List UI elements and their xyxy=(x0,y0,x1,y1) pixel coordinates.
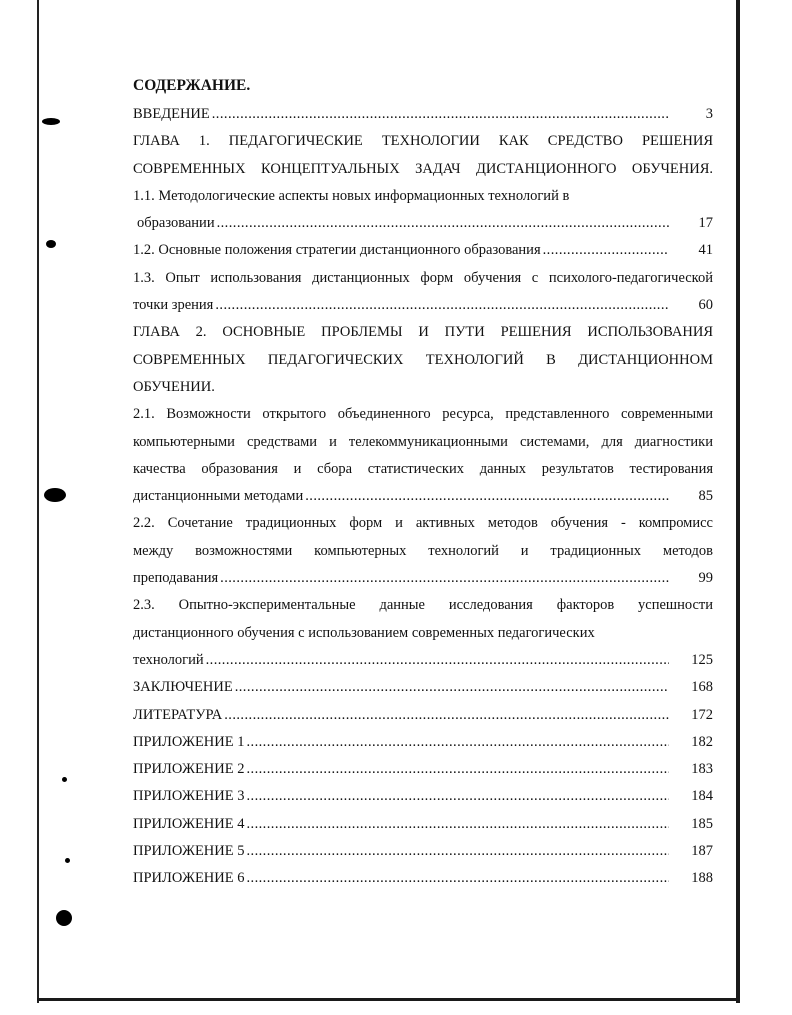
scan-mark xyxy=(46,240,56,248)
toc-title: СОДЕРЖАНИЕ. xyxy=(133,77,251,94)
scan-mark xyxy=(62,777,67,782)
toc-entry-conclusion: ЗАКЛЮЧЕНИЕ . . . 168 xyxy=(133,676,713,703)
toc-entry-2-2-end: преподавания . . . 99 xyxy=(133,567,713,594)
table-of-contents xyxy=(133,76,713,895)
toc-entry-1-3: 1.3. Опыт использования дистанционных форм обучения с психолого-педагогической xyxy=(133,269,713,286)
toc-entry-appendix: ПРИЛОЖЕНИЕ 5 . . . 187 xyxy=(133,840,713,867)
scan-mark xyxy=(44,488,66,502)
chapter-1-heading-line: СОВРЕМЕННЫХ КОНЦЕПТУАЛЬНЫХ ЗАДАЧ ДИСТАНЦИОННОГО ОБУЧЕНИЯ. xyxy=(133,160,713,177)
toc-entry-2-1: 2.1. Возможности открытого объединенного ресурса, представленного современными xyxy=(133,406,713,423)
toc-entry-literature: ЛИТЕРАТУРА . . . 172 xyxy=(133,704,713,731)
page-border-right xyxy=(736,0,740,1003)
toc-entry-1-1: 1.1. Методологические аспекты новых информационных технологий в xyxy=(133,187,570,204)
chapter-2-heading-line: ГЛАВА 2. ОСНОВНЫЕ ПРОБЛЕМЫ И ПУТИ РЕШЕНИЯ ИСПОЛЬЗОВАНИЯ xyxy=(133,324,713,341)
toc-entry-2-3-end: технологий . . . 125 xyxy=(133,649,713,676)
scan-mark xyxy=(65,858,70,863)
toc-entry-2-3: 2.3. Опытно-экспериментальные данные исследования факторов успешности xyxy=(133,597,713,614)
toc-entry-1-3-end: точки зрения . . . 60 xyxy=(133,294,713,321)
toc-entry-appendix: ПРИЛОЖЕНИЕ 4 . . . 185 xyxy=(133,813,713,840)
page-border-bottom xyxy=(37,998,740,1001)
chapter-2-heading-line: СОВРЕМЕННЫХ ПЕДАГОГИЧЕСКИХ ТЕХНОЛОГИЙ В ДИСТАНЦИОННОМ xyxy=(133,351,713,368)
toc-entry-1-1-end: образовании . . . 17 xyxy=(133,212,713,239)
toc-entry-2-1: компьютерными средствами и телекоммуникационными системами, для диагностики xyxy=(133,433,713,450)
toc-entry-appendix: ПРИЛОЖЕНИЕ 6 . . . 188 xyxy=(133,867,713,894)
toc-entry-2-2: 2.2. Сочетание традиционных форм и активных методов обучения - компромисс xyxy=(133,515,713,532)
toc-entry-2-3: дистанционного обучения с использованием современных педагогических xyxy=(133,624,595,641)
toc-entry-2-2: между возможностями компьютерных технологий и традиционных методов xyxy=(133,542,713,559)
toc-entry-appendix: ПРИЛОЖЕНИЕ 2 . . . 183 xyxy=(133,758,713,785)
scan-mark xyxy=(42,118,60,125)
toc-entry-1-2: 1.2. Основные положения стратегии дистанционного образования . . . 41 xyxy=(133,239,713,266)
toc-entry-appendix: ПРИЛОЖЕНИЕ 1 . . . 182 xyxy=(133,731,713,758)
chapter-1-heading-line: ГЛАВА 1. ПЕДАГОГИЧЕСКИЕ ТЕХНОЛОГИИ КАК СРЕДСТВО РЕШЕНИЯ xyxy=(133,133,713,150)
toc-entry-2-1-end: дистанционными методами . . . 85 xyxy=(133,485,713,512)
toc-entry-appendix: ПРИЛОЖЕНИЕ 3 . . . 184 xyxy=(133,785,713,812)
toc-entry-intro: ВВЕДЕНИЕ . . . 3 xyxy=(133,103,713,130)
scan-mark xyxy=(56,910,72,926)
page-border-left xyxy=(37,0,39,1003)
chapter-2-heading-line: ОБУЧЕНИИ. xyxy=(133,378,215,395)
toc-entry-2-1: качества образования и сбора статистических данных результатов тестирования xyxy=(133,460,713,477)
